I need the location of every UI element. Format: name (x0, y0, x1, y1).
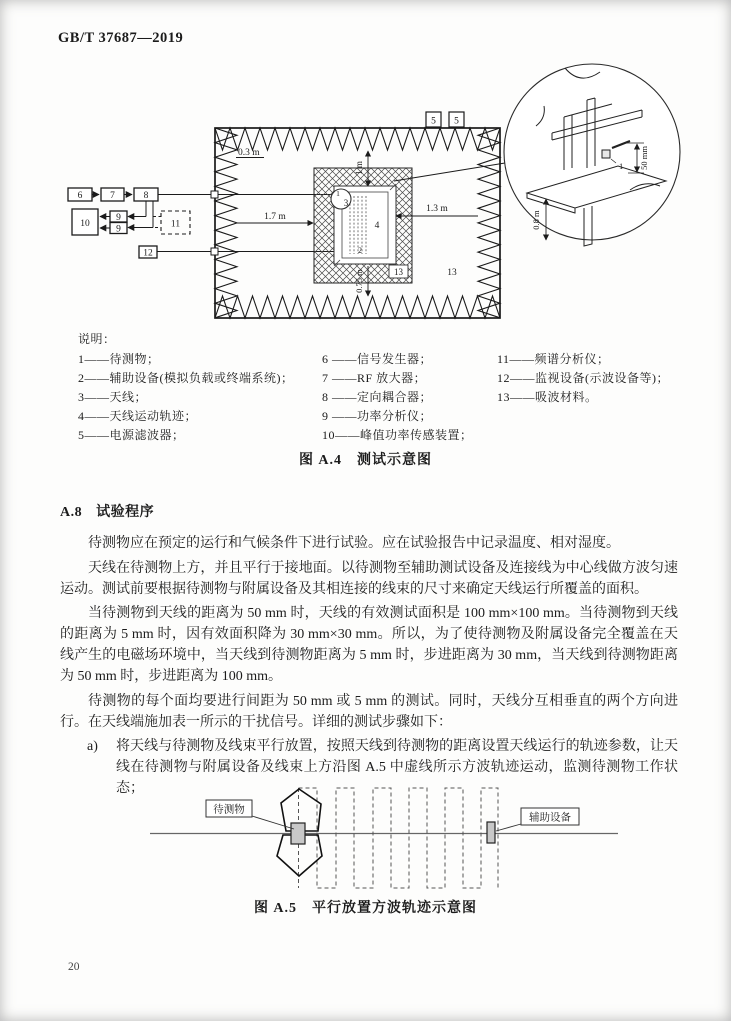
absorber-block (314, 168, 412, 283)
legend-item: 4——天线运动轨迹； (78, 409, 198, 423)
dim-1m: 1 m (354, 161, 364, 175)
power-filter-boxes (426, 112, 464, 127)
aux-label-callout (496, 808, 579, 831)
legend-item: 5——电源滤波器； (78, 428, 185, 442)
section-body (60, 533, 678, 803)
legend-item: 8 ——定向耦合器； (322, 390, 433, 404)
figure-a5-diagram (0, 775, 731, 905)
dut-block (291, 823, 305, 844)
instrument-chain (68, 188, 190, 259)
legend-item: 3——天线； (78, 390, 148, 404)
legend-item: 1——待测物； (78, 352, 160, 366)
analyzer-number: 9 (116, 224, 121, 235)
legend-item: 6 ——信号发生器； (322, 352, 433, 366)
detail-dim-50mm: 50 mm (639, 146, 649, 170)
figure-a4-diagram (0, 0, 731, 345)
wall-feedthrough (211, 191, 218, 198)
legend-item: 10——峰值功率传感装置； (322, 428, 473, 442)
absorber-number: 13 (447, 268, 457, 278)
section-heading (60, 501, 154, 521)
coupler-number: 8 (143, 191, 149, 201)
wall-feedthrough (211, 248, 218, 255)
dut-number: 1 (336, 189, 340, 198)
paragraph: 当待测物到天线的距离为 50 mm 时，天线的有效测试面积是 100 mm×100 mm。当待测物到天线的距离为 5 mm 时，因有效面积降为 30 mm×30 mm。所以，为了使待测物及附属设备完全覆盖在天线产生的电磁场环境中，当天线到待测物距离为 5 mm 时，步进距离为 30 mm，当天线到待测物距离为 50 mm 时，步进距离为 100 mm。 (60, 606, 678, 684)
absorber-number: 13 (394, 267, 403, 277)
paragraph: 待测物的每个面均要进行间距为 50 mm 或 5 mm 的测试。同时，天线分互相垂直的两个方向进行。在天线端施加表一所示的干扰信号。详细的测试步骤如下： (60, 693, 678, 730)
detail-dut-number: 1 (619, 161, 624, 171)
filter-box-label: 5 (431, 116, 436, 127)
antenna-number: 3 (343, 198, 349, 208)
figure-a5-caption: 图 A.5 平行放置方波轨迹示意图 (253, 901, 478, 916)
figure-a4-caption: 图 A.4 测试示意图 (298, 453, 433, 468)
legend-item: 9 ——功率分析仪； (322, 409, 433, 423)
dim-1-3m: 1.3 m (426, 204, 448, 214)
dut-label: 待测物 (213, 804, 245, 816)
legend-item: 2——辅助设备(模拟负载或终端系统)； (78, 371, 294, 385)
spectrum-number: 11 (170, 219, 181, 230)
legend-item: 7 ——RF 放大器； (322, 371, 427, 385)
list-marker: a) (87, 739, 98, 754)
detail-inset (504, 64, 680, 246)
sensor-number: 10 (80, 219, 90, 229)
legend-title: 说明： (78, 332, 116, 346)
aux-number: 2 (358, 246, 362, 255)
rf-amp-number: 7 (110, 191, 115, 201)
section-title: 试验程序 (96, 505, 155, 520)
legend-item: 13——吸波材料。 (497, 390, 598, 404)
dim-1-7m: 1.7 m (264, 212, 286, 222)
trajectory-label: 4 (374, 221, 380, 231)
monitor-number: 12 (143, 248, 153, 259)
square-wave-trajectory (299, 788, 499, 888)
analyzer-number: 9 (116, 213, 121, 223)
aux-equipment-block (487, 822, 495, 843)
detail-dim-0-8m: 0.8 m (531, 210, 541, 230)
sig-gen-number: 6 (77, 191, 83, 201)
paragraph: 待测物应在预定的运行和气候条件下进行试验。应在试验报告中记录温度、相对湿度。 (88, 536, 620, 551)
section-number: A.8 (60, 505, 83, 520)
dim-0-3m: 0.3 m (238, 148, 260, 158)
legend-item: 11——频谱分析仪； (497, 352, 610, 366)
dim-0-75m: 0.75 m (354, 269, 364, 293)
list-text: 将天线与待测物及线束平行放置，按照天线到待测物的距离设置天线运行的轨迹参数，让天线在待测物与附属设备及线束上方沿图 A.5 中虚线所示方波轨迹运动，监测待测物工作状态； (116, 739, 678, 796)
page-number: 20 (68, 961, 80, 973)
legend-item: 12——监视设备(示波设备等)； (497, 371, 669, 385)
filter-box-label: 5 (454, 116, 459, 127)
paragraph: 天线在待测物上方，并且平行于接地面。以待测物至辅助测试设备及连接线为中心线做方波匀速运动。测试前要根据待测物与附属设备及其相连接的线束的尺寸来确定天线运行所覆盖的面积。 (60, 560, 678, 597)
aux-label: 辅助设备 (529, 812, 571, 824)
standard-number-header: GB/T 37687—2019 (58, 30, 184, 46)
